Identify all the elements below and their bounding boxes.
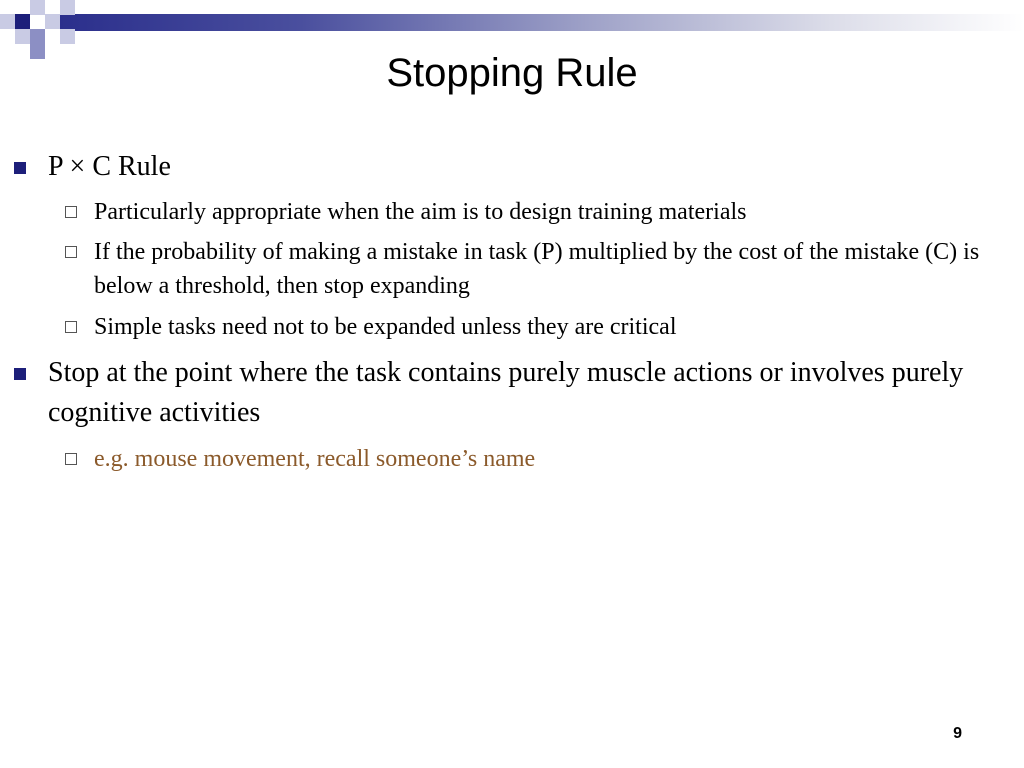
decorative-header <box>0 0 1024 50</box>
deco-square <box>60 0 75 15</box>
square-bullet-icon <box>14 162 26 174</box>
deco-square <box>45 14 60 29</box>
bullet-text: Stop at the point where the task contains purely muscle actions or involves purely cognitive activities <box>48 357 964 428</box>
deco-square <box>15 14 30 29</box>
hollow-square-bullet-icon <box>65 453 77 465</box>
hollow-square-bullet-icon <box>65 246 77 258</box>
hollow-square-bullet-icon <box>65 321 77 333</box>
sub-bullet-text: e.g. mouse movement, recall someone’s name <box>94 446 536 472</box>
sub-bullet-text: Simple tasks need not to be expanded unless they are critical <box>94 314 677 340</box>
sub-bullet-text: Particularly appropriate when the aim is to design training materials <box>94 199 747 225</box>
square-bullet-icon <box>14 368 26 380</box>
deco-square <box>0 14 15 29</box>
sub-bullet-text: If the probability of making a mistake in task (P) multiplied by the cost of the mistake (C) is below a threshold, then stop expanding <box>94 239 980 299</box>
deco-square <box>15 29 30 44</box>
hollow-square-bullet-icon <box>65 206 77 218</box>
slide-title: Stopping Rule <box>386 51 638 95</box>
deco-square <box>30 29 45 44</box>
header-gradient-band <box>60 14 1024 31</box>
deco-square <box>60 29 75 44</box>
page-number: 9 <box>953 725 962 742</box>
bullet-text: P × C Rule <box>48 151 171 182</box>
deco-square <box>30 0 45 15</box>
